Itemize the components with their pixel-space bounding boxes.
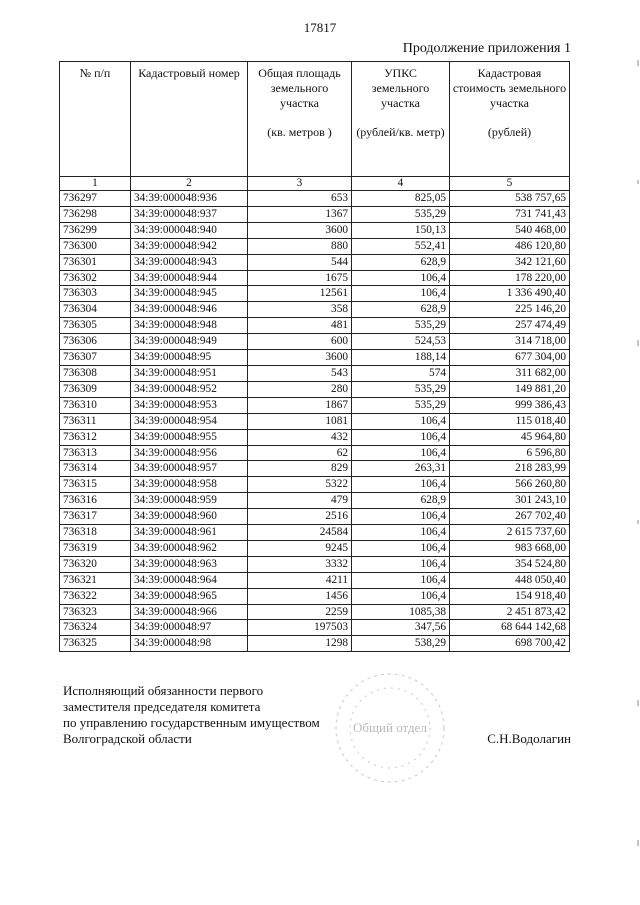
cadastral-number: 34:39:000048:961 bbox=[131, 525, 248, 541]
cost-value: 178 220,00 bbox=[450, 270, 570, 286]
row-number: 736305 bbox=[60, 318, 131, 334]
cost-value: 731 741,43 bbox=[450, 206, 570, 222]
row-number: 736316 bbox=[60, 493, 131, 509]
table-row bbox=[60, 445, 570, 461]
table-row bbox=[60, 636, 570, 652]
row-number: 736311 bbox=[60, 413, 131, 429]
column-number: 2 bbox=[131, 177, 248, 191]
row-number: 736324 bbox=[60, 620, 131, 636]
cadastral-number: 34:39:000048:936 bbox=[131, 191, 248, 207]
upks-value: 535,29 bbox=[352, 381, 450, 397]
area-value: 1675 bbox=[248, 270, 352, 286]
table-row bbox=[60, 525, 570, 541]
upks-value: 628,9 bbox=[352, 493, 450, 509]
row-number: 736306 bbox=[60, 334, 131, 350]
area-value: 358 bbox=[248, 302, 352, 318]
cost-value: 225 146,20 bbox=[450, 302, 570, 318]
cost-value: 677 304,00 bbox=[450, 350, 570, 366]
table-row bbox=[60, 286, 570, 302]
upks-value: 188,14 bbox=[352, 350, 450, 366]
row-number: 736317 bbox=[60, 509, 131, 525]
area-value: 3600 bbox=[248, 222, 352, 238]
cadastral-number: 34:39:000048:951 bbox=[131, 365, 248, 381]
cadastral-number: 34:39:000048:958 bbox=[131, 477, 248, 493]
stamp-text: Общий отдел bbox=[353, 720, 427, 735]
table-row bbox=[60, 206, 570, 222]
cadastral-number: 34:39:000048:960 bbox=[131, 509, 248, 525]
cost-value: 115 018,40 bbox=[450, 413, 570, 429]
cost-value: 983 668,00 bbox=[450, 540, 570, 556]
page-number: 17817 bbox=[303, 20, 337, 35]
upks-value: 150,13 bbox=[352, 222, 450, 238]
row-number: 736319 bbox=[60, 540, 131, 556]
area-value: 1081 bbox=[248, 413, 352, 429]
row-number: 736303 bbox=[60, 286, 131, 302]
area-value: 280 bbox=[248, 381, 352, 397]
area-value: 2259 bbox=[248, 604, 352, 620]
cost-value: 448 050,40 bbox=[450, 572, 570, 588]
upks-value: 106,4 bbox=[352, 270, 450, 286]
upks-value: 106,4 bbox=[352, 572, 450, 588]
area-value: 543 bbox=[248, 365, 352, 381]
table-row bbox=[60, 350, 570, 366]
table-row bbox=[60, 461, 570, 477]
upks-value: 106,4 bbox=[352, 445, 450, 461]
area-value: 12561 bbox=[248, 286, 352, 302]
upks-value: 106,4 bbox=[352, 477, 450, 493]
cadastral-number: 34:39:000048:966 bbox=[131, 604, 248, 620]
row-number: 736302 bbox=[60, 270, 131, 286]
cadastral-number: 34:39:000048:955 bbox=[131, 429, 248, 445]
area-value: 481 bbox=[248, 318, 352, 334]
cost-value: 486 120,80 bbox=[450, 238, 570, 254]
cost-value: 342 121,60 bbox=[450, 254, 570, 270]
area-value: 432 bbox=[248, 429, 352, 445]
area-value: 3332 bbox=[248, 556, 352, 572]
upks-value: 535,29 bbox=[352, 397, 450, 413]
area-value: 62 bbox=[248, 445, 352, 461]
upks-value: 106,4 bbox=[352, 556, 450, 572]
cadastral-number: 34:39:000048:962 bbox=[131, 540, 248, 556]
row-number: 736320 bbox=[60, 556, 131, 572]
column-number: 3 bbox=[248, 177, 352, 191]
cost-value: 154 918,40 bbox=[450, 588, 570, 604]
header-cost: Кадастровая стоимость земельного участка (рублей) bbox=[450, 62, 570, 177]
cost-value: 2 451 873,42 bbox=[450, 604, 570, 620]
table-row bbox=[60, 493, 570, 509]
row-number: 736297 bbox=[60, 191, 131, 207]
column-number: 4 bbox=[352, 177, 450, 191]
header-area-unit: (кв. метров ) bbox=[267, 125, 332, 139]
table-row bbox=[60, 477, 570, 493]
row-number: 736325 bbox=[60, 636, 131, 652]
signature-line: Исполняющий обязанности первого bbox=[63, 683, 264, 698]
area-value: 479 bbox=[248, 493, 352, 509]
cadastral-number: 34:39:000048:946 bbox=[131, 302, 248, 318]
header-number: № п/п bbox=[60, 62, 131, 177]
table-row bbox=[60, 429, 570, 445]
cost-value: 301 243,10 bbox=[450, 493, 570, 509]
cadastral-number: 34:39:000048:95 bbox=[131, 350, 248, 366]
row-number: 736314 bbox=[60, 461, 131, 477]
upks-value: 628,9 bbox=[352, 254, 450, 270]
table-row bbox=[60, 318, 570, 334]
cadastral-number: 34:39:000048:943 bbox=[131, 254, 248, 270]
upks-value: 538,29 bbox=[352, 636, 450, 652]
header-cost-unit: (рублей) bbox=[487, 125, 532, 139]
area-value: 9245 bbox=[248, 540, 352, 556]
table-row bbox=[60, 222, 570, 238]
row-number: 736318 bbox=[60, 525, 131, 541]
signature-title bbox=[63, 683, 320, 747]
cost-value: 1 336 490,40 bbox=[450, 286, 570, 302]
cost-value: 45 964,80 bbox=[450, 429, 570, 445]
signature-line: по управлению государственным имуществом bbox=[63, 715, 320, 730]
faded-stamp bbox=[330, 668, 450, 788]
cadastral-number: 34:39:000048:953 bbox=[131, 397, 248, 413]
cadastral-number: 34:39:000048:940 bbox=[131, 222, 248, 238]
cost-value: 2 615 737,60 bbox=[450, 525, 570, 541]
cost-value: 311 682,00 bbox=[450, 365, 570, 381]
cadastral-table bbox=[59, 61, 570, 652]
table-row bbox=[60, 413, 570, 429]
area-value: 3600 bbox=[248, 350, 352, 366]
row-number: 736313 bbox=[60, 445, 131, 461]
cadastral-number: 34:39:000048:945 bbox=[131, 286, 248, 302]
table-row bbox=[60, 556, 570, 572]
cadastral-number: 34:39:000048:942 bbox=[131, 238, 248, 254]
cost-value: 267 702,40 bbox=[450, 509, 570, 525]
cadastral-number: 34:39:000048:937 bbox=[131, 206, 248, 222]
upks-value: 347,56 bbox=[352, 620, 450, 636]
row-number: 736315 bbox=[60, 477, 131, 493]
upks-value: 524,53 bbox=[352, 334, 450, 350]
table-row bbox=[60, 270, 570, 286]
cadastral-number: 34:39:000048:954 bbox=[131, 413, 248, 429]
row-number: 736312 bbox=[60, 429, 131, 445]
header-row bbox=[60, 62, 570, 177]
cost-value: 354 524,80 bbox=[450, 556, 570, 572]
row-number: 736304 bbox=[60, 302, 131, 318]
cadastral-number: 34:39:000048:949 bbox=[131, 334, 248, 350]
area-value: 1298 bbox=[248, 636, 352, 652]
upks-value: 106,4 bbox=[352, 509, 450, 525]
cadastral-number: 34:39:000048:957 bbox=[131, 461, 248, 477]
cadastral-number: 34:39:000048:965 bbox=[131, 588, 248, 604]
upks-value: 574 bbox=[352, 365, 450, 381]
table-row bbox=[60, 397, 570, 413]
row-number: 736298 bbox=[60, 206, 131, 222]
row-number: 736310 bbox=[60, 397, 131, 413]
column-number-row bbox=[60, 177, 570, 191]
upks-value: 106,4 bbox=[352, 413, 450, 429]
upks-value: 106,4 bbox=[352, 525, 450, 541]
scan-edge-marks bbox=[634, 0, 640, 905]
cadastral-number: 34:39:000048:963 bbox=[131, 556, 248, 572]
area-value: 544 bbox=[248, 254, 352, 270]
table-row bbox=[60, 365, 570, 381]
table-row bbox=[60, 334, 570, 350]
header-area: Общая площадь земельного участка (кв. метров ) bbox=[248, 62, 352, 177]
cost-value: 257 474,49 bbox=[450, 318, 570, 334]
row-number: 736309 bbox=[60, 381, 131, 397]
cadastral-number: 34:39:000048:952 bbox=[131, 381, 248, 397]
table-row bbox=[60, 588, 570, 604]
area-value: 600 bbox=[248, 334, 352, 350]
cost-value: 314 718,00 bbox=[450, 334, 570, 350]
cost-value: 698 700,42 bbox=[450, 636, 570, 652]
upks-value: 552,41 bbox=[352, 238, 450, 254]
cadastral-number: 34:39:000048:98 bbox=[131, 636, 248, 652]
cost-value: 999 386,43 bbox=[450, 397, 570, 413]
table-row bbox=[60, 238, 570, 254]
upks-value: 825,05 bbox=[352, 191, 450, 207]
column-number: 1 bbox=[60, 177, 131, 191]
upks-value: 106,4 bbox=[352, 588, 450, 604]
cost-value: 68 644 142,68 bbox=[450, 620, 570, 636]
area-value: 1867 bbox=[248, 397, 352, 413]
upks-value: 106,4 bbox=[352, 286, 450, 302]
row-number: 736308 bbox=[60, 365, 131, 381]
header-cadastral: Кадастровый номер bbox=[131, 62, 248, 177]
table-body bbox=[60, 191, 570, 652]
table-row bbox=[60, 191, 570, 207]
continuation-label: Продолжение приложения 1 bbox=[402, 41, 571, 56]
header-upks: УПКС земельного участка (рублей/кв. метр) bbox=[352, 62, 450, 177]
column-number: 5 bbox=[450, 177, 570, 191]
row-number: 736322 bbox=[60, 588, 131, 604]
upks-value: 628,9 bbox=[352, 302, 450, 318]
signature-line: заместителя председателя комитета bbox=[63, 699, 261, 714]
signature-line: Волгоградской области bbox=[63, 731, 192, 746]
cadastral-number: 34:39:000048:956 bbox=[131, 445, 248, 461]
row-number: 736300 bbox=[60, 238, 131, 254]
area-value: 197503 bbox=[248, 620, 352, 636]
upks-value: 106,4 bbox=[352, 540, 450, 556]
upks-value: 535,29 bbox=[352, 206, 450, 222]
upks-value: 106,4 bbox=[352, 429, 450, 445]
cost-value: 540 468,00 bbox=[450, 222, 570, 238]
table-row bbox=[60, 254, 570, 270]
area-value: 1367 bbox=[248, 206, 352, 222]
table-row bbox=[60, 540, 570, 556]
signatory-name: С.Н.Водолагин bbox=[487, 731, 571, 746]
cost-value: 566 260,80 bbox=[450, 477, 570, 493]
row-number: 736321 bbox=[60, 572, 131, 588]
row-number: 736301 bbox=[60, 254, 131, 270]
cost-value: 6 596,80 bbox=[450, 445, 570, 461]
cadastral-number: 34:39:000048:959 bbox=[131, 493, 248, 509]
area-value: 829 bbox=[248, 461, 352, 477]
cost-value: 218 283,99 bbox=[450, 461, 570, 477]
row-number: 736299 bbox=[60, 222, 131, 238]
cadastral-number: 34:39:000048:948 bbox=[131, 318, 248, 334]
area-value: 1456 bbox=[248, 588, 352, 604]
cost-value: 149 881,20 bbox=[450, 381, 570, 397]
area-value: 5322 bbox=[248, 477, 352, 493]
table-row bbox=[60, 302, 570, 318]
cadastral-number: 34:39:000048:944 bbox=[131, 270, 248, 286]
table-row bbox=[60, 509, 570, 525]
upks-value: 263,31 bbox=[352, 461, 450, 477]
area-value: 2516 bbox=[248, 509, 352, 525]
cadastral-number: 34:39:000048:97 bbox=[131, 620, 248, 636]
row-number: 736307 bbox=[60, 350, 131, 366]
area-value: 880 bbox=[248, 238, 352, 254]
table-row bbox=[60, 620, 570, 636]
area-value: 653 bbox=[248, 191, 352, 207]
header-upks-unit: (рублей/кв. метр) bbox=[356, 125, 445, 139]
upks-value: 1085,38 bbox=[352, 604, 450, 620]
row-number: 736323 bbox=[60, 604, 131, 620]
table-row bbox=[60, 572, 570, 588]
cadastral-number: 34:39:000048:964 bbox=[131, 572, 248, 588]
table-row bbox=[60, 381, 570, 397]
upks-value: 535,29 bbox=[352, 318, 450, 334]
area-value: 4211 bbox=[248, 572, 352, 588]
cost-value: 538 757,65 bbox=[450, 191, 570, 207]
table-row bbox=[60, 604, 570, 620]
area-value: 24584 bbox=[248, 525, 352, 541]
